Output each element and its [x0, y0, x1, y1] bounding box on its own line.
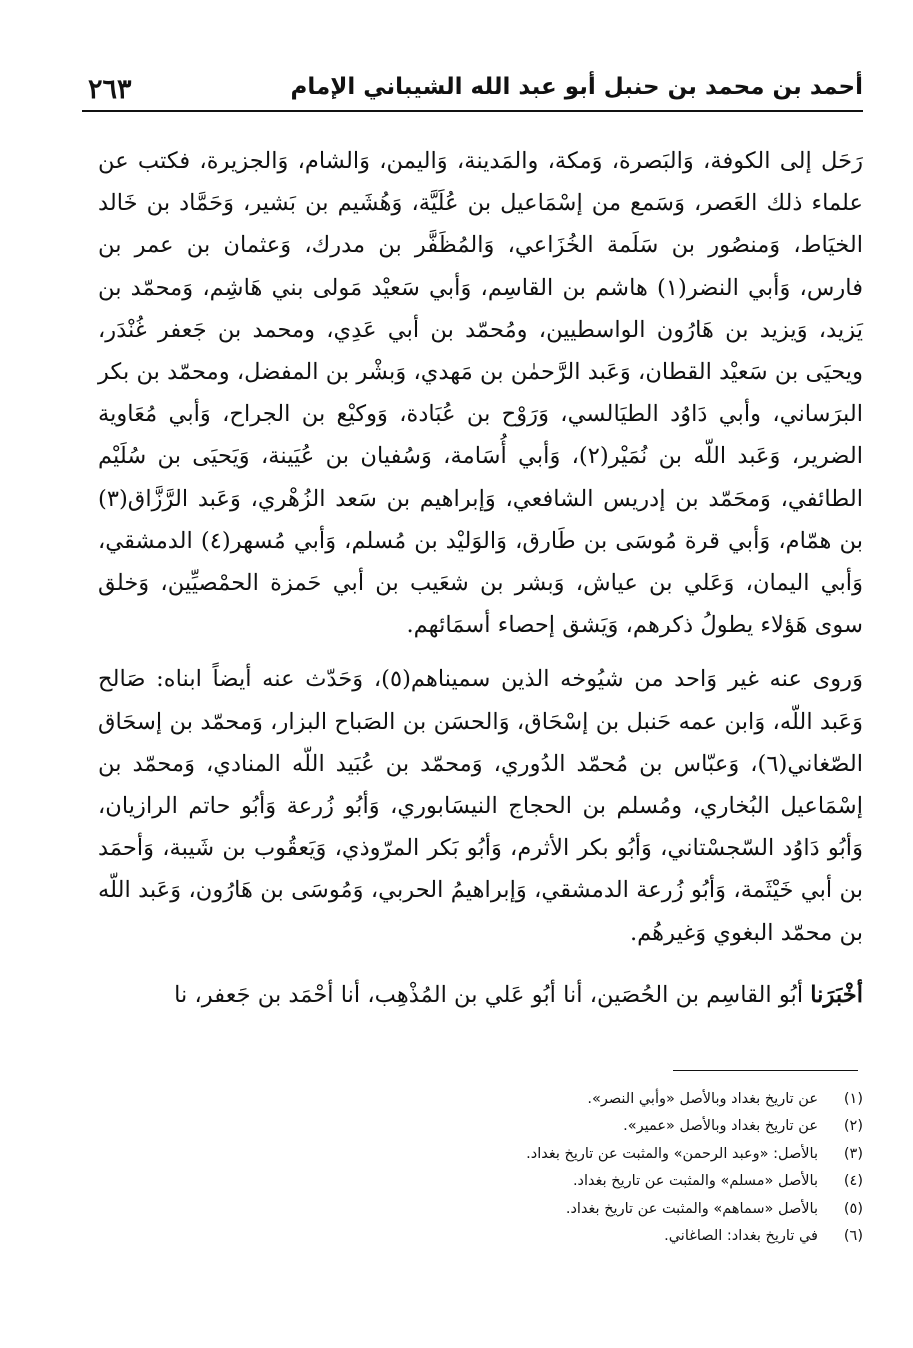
footnote-text: عن تاريخ بغداد وبالأصل «وأبي النصر». — [587, 1091, 818, 1107]
main-text — [98, 140, 863, 1016]
footnote — [330, 1113, 863, 1140]
footnote — [330, 1086, 863, 1113]
footnote — [330, 1168, 863, 1195]
paragraph-text: وَروى عنه غير وَاحد من شيُوخه الذين سميناهم(٥)، وَحَدّث عنه أيضاً ابناه: صَالح وَعَبد اللّه، وَابن عمه حَنبل بن إسْحَاق، وَالحسَن بن الصَباح البزار، وَمحمّد بن إسحَاق الصّغاني(٦)، وَعبّاس بن مُحمّد الدُوري، وَمحمّد بن عُبَيد اللّه المنادي، وَمحمّد بن إسْمَاعيل البُخاري، ومُسلم بن الحجاج النيسَابوري، وَأبُو زُرعة وَأبُو حاتم الرازيان، وَأبُو دَاوُد السّجسْتاني، وَأبُو بكر الأثرم، وَأبُو بَكر المرّوذي، وَيَعقُوب بن شَيبة، وَأحمَد بن أبي خَيْثَمة، وَأبُو زُرعة الدمشقي، وَإبراهيمُ الحربي، وَمُوسَى بن هَارُون، وَعَبد اللّه بن محمّد البغوي وَغيرهُم. — [98, 666, 863, 946]
paragraph-text: أبُو القاسِم بن الحُصَين، أنا أبُو عَلي بن المُذْهِب، أنا أحْمَد بن جَعفر، نا — [174, 981, 804, 1008]
footnote-text: بالأصل: «وعبد الرحمن» والمثبت عن تاريخ بغداد. — [526, 1145, 818, 1162]
footnote-number: (٥) — [843, 1200, 863, 1217]
paragraph-text: رَحَل إلى الكوفة، وَالبَصرة، وَمكة، والمَدينة، وَاليمن، وَالشام، وَالجزيرة، فكتب عن علماء ذلك العَصر، وَسَمع من إسْمَاعيل بن عُلَيَّة، وَهُشَيم بن بَشير، وَحَمَّاد بن خَالد الخيَاط، وَمنصُور بن سَلَمة الخُزَاعي، وَالمُظَفَّر بن مدرك، وَعثمان بن عمر بن فارس، وَأبي النضر(١) هاشم بن القاسِم، وَأبي سَعيْد مَولى بني هَاشِم، وَمحمّد بن يَزيد، وَيزيد بن هَارُون الواسطيين، ومُحمّد بن أبي عَدِي، ومحمد بن جَعفر غُنْدَر، ويحيَى بن سَعيْد القطان، وَعَبد الرَّحمٰن بن مَهدي، وَبشْر بن المفضل، ومحمّد بن بكر البرَساني، وأبي دَاوُد الطيَالسي، وَرَوْح بن عُبَادة، وَوكيْع بن الجراح، وَأبي مُعَاوية الضرير، وَعَبد اللّه بن نُمَيْر(٢)، وَأبي أُسَامة، وَسُفيان بن عُيَينة، وَيَحيَى بن سُلَيْم الطائفي، وَمحَمّد بن إدريس الشافعي، وَإبراهيم بن سَعد الزُهْري، وَعَبد الرَّزَّاق(٣) بن همّام، وَأبي قرة مُوسَى بن طَارق، وَالوَليْد بن مُسلم، وَأبي مُسهر(٤) الدمشقي، وَأبي اليمان، وَعَلي بن عياش، وَبشر بن شعَيب بن أبي حَمزة الحمْصيِّين، وَخلق سوى هَؤلاء يطولُ ذكرهم، وَيَشق إحصاء أسمَائهم. — [98, 148, 863, 639]
header-rule — [82, 110, 863, 112]
footnote-separator — [673, 1070, 858, 1071]
footnote-text: في تاريخ بغداد: الصاغاني. — [664, 1228, 818, 1245]
paragraph-isnad — [98, 974, 863, 1016]
footnote — [330, 1223, 863, 1250]
isnad-lead-word: أخْبَرَنا — [810, 981, 863, 1008]
footnote-number: (٢) — [843, 1118, 863, 1135]
page-header — [82, 70, 863, 114]
footnote-text: بالأصل «مسلم» والمثبت عن تاريخ بغداد. — [572, 1173, 818, 1190]
footnote — [330, 1196, 863, 1223]
paragraph-teachers — [98, 140, 863, 646]
footnote-number: (١) — [843, 1091, 863, 1107]
footnotes — [330, 1086, 863, 1250]
footnote-text: بالأصل «سماهم» والمثبت عن تاريخ بغداد. — [565, 1200, 818, 1217]
footnote — [330, 1141, 863, 1168]
running-title: أحمد بن محمد بن حنبل أبو عبد الله الشيباني الإمام — [290, 74, 863, 100]
paragraph-students — [98, 658, 863, 953]
page-number: ٢٦٣ — [88, 74, 132, 105]
footnote-number: (٦) — [843, 1228, 863, 1245]
footnote-number: (٤) — [843, 1173, 863, 1190]
footnote-text: عن تاريخ بغداد وبالأصل «عمير». — [623, 1118, 818, 1135]
footnote-number: (٣) — [843, 1145, 863, 1162]
